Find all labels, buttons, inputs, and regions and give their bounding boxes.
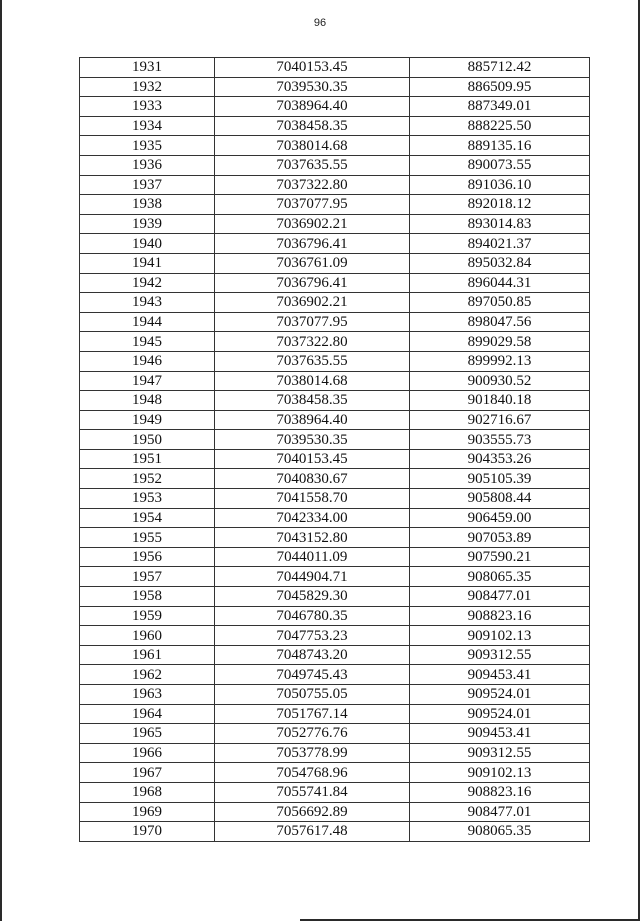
point-number-cell: 1948 (80, 391, 215, 411)
y-coordinate-cell: 893014.83 (410, 214, 590, 234)
table-row (80, 626, 590, 646)
table-row (80, 371, 590, 391)
x-coordinate-cell: 7057617.48 (215, 822, 410, 842)
y-coordinate-cell: 901840.18 (410, 391, 590, 411)
scan-border-left (0, 0, 2, 921)
point-number-cell: 1963 (80, 685, 215, 705)
point-number-cell: 1942 (80, 273, 215, 293)
y-coordinate-cell: 894021.37 (410, 234, 590, 254)
x-coordinate-cell: 7043152.80 (215, 528, 410, 548)
point-number-cell: 1952 (80, 469, 215, 489)
table-row (80, 469, 590, 489)
table-row (80, 802, 590, 822)
table-row (80, 391, 590, 411)
point-number-cell: 1950 (80, 430, 215, 450)
coordinate-table-body (80, 58, 590, 842)
y-coordinate-cell: 908477.01 (410, 802, 590, 822)
point-number-cell: 1964 (80, 704, 215, 724)
x-coordinate-cell: 7036761.09 (215, 253, 410, 273)
table-row (80, 273, 590, 293)
y-coordinate-cell: 909453.41 (410, 665, 590, 685)
x-coordinate-cell: 7053778.99 (215, 743, 410, 763)
y-coordinate-cell: 908065.35 (410, 822, 590, 842)
y-coordinate-cell: 909102.13 (410, 626, 590, 646)
x-coordinate-cell: 7044011.09 (215, 547, 410, 567)
point-number-cell: 1932 (80, 77, 215, 97)
y-coordinate-cell: 900930.52 (410, 371, 590, 391)
y-coordinate-cell: 885712.42 (410, 58, 590, 78)
table-row (80, 77, 590, 97)
x-coordinate-cell: 7052776.76 (215, 724, 410, 744)
table-row (80, 704, 590, 724)
point-number-cell: 1962 (80, 665, 215, 685)
y-coordinate-cell: 906459.00 (410, 508, 590, 528)
point-number-cell: 1947 (80, 371, 215, 391)
x-coordinate-cell: 7036796.41 (215, 234, 410, 254)
x-coordinate-cell: 7042334.00 (215, 508, 410, 528)
table-row (80, 822, 590, 842)
y-coordinate-cell: 891036.10 (410, 175, 590, 195)
table-row (80, 724, 590, 744)
x-coordinate-cell: 7039530.35 (215, 77, 410, 97)
table-row (80, 58, 590, 78)
table-row (80, 234, 590, 254)
x-coordinate-cell: 7038964.40 (215, 97, 410, 117)
table-row (80, 508, 590, 528)
x-coordinate-cell: 7037322.80 (215, 332, 410, 352)
x-coordinate-cell: 7037635.55 (215, 155, 410, 175)
y-coordinate-cell: 908823.16 (410, 606, 590, 626)
y-coordinate-cell: 908823.16 (410, 782, 590, 802)
table-row (80, 155, 590, 175)
x-coordinate-cell: 7039530.35 (215, 430, 410, 450)
table-row (80, 332, 590, 352)
point-number-cell: 1935 (80, 136, 215, 156)
table-row (80, 743, 590, 763)
point-number-cell: 1968 (80, 782, 215, 802)
table-row (80, 763, 590, 783)
y-coordinate-cell: 902716.67 (410, 410, 590, 430)
point-number-cell: 1946 (80, 351, 215, 371)
x-coordinate-cell: 7054768.96 (215, 763, 410, 783)
y-coordinate-cell: 890073.55 (410, 155, 590, 175)
point-number-cell: 1957 (80, 567, 215, 587)
x-coordinate-cell: 7036902.21 (215, 214, 410, 234)
point-number-cell: 1943 (80, 293, 215, 313)
point-number-cell: 1970 (80, 822, 215, 842)
table-row (80, 606, 590, 626)
point-number-cell: 1958 (80, 587, 215, 607)
table-row (80, 449, 590, 469)
point-number-cell: 1966 (80, 743, 215, 763)
y-coordinate-cell: 895032.84 (410, 253, 590, 273)
y-coordinate-cell: 909312.55 (410, 743, 590, 763)
y-coordinate-cell: 896044.31 (410, 273, 590, 293)
table-row (80, 547, 590, 567)
table-row (80, 195, 590, 215)
point-number-cell: 1938 (80, 195, 215, 215)
y-coordinate-cell: 887349.01 (410, 97, 590, 117)
y-coordinate-cell: 908477.01 (410, 587, 590, 607)
x-coordinate-cell: 7038964.40 (215, 410, 410, 430)
table-row (80, 587, 590, 607)
point-number-cell: 1936 (80, 155, 215, 175)
point-number-cell: 1961 (80, 645, 215, 665)
x-coordinate-cell: 7036902.21 (215, 293, 410, 313)
x-coordinate-cell: 7038458.35 (215, 391, 410, 411)
point-number-cell: 1937 (80, 175, 215, 195)
x-coordinate-cell: 7048743.20 (215, 645, 410, 665)
point-number-cell: 1967 (80, 763, 215, 783)
y-coordinate-cell: 907053.89 (410, 528, 590, 548)
point-number-cell: 1956 (80, 547, 215, 567)
point-number-cell: 1960 (80, 626, 215, 646)
table-row (80, 410, 590, 430)
x-coordinate-cell: 7036796.41 (215, 273, 410, 293)
table-row (80, 351, 590, 371)
table-row (80, 685, 590, 705)
table-row (80, 136, 590, 156)
coordinate-table (79, 57, 590, 842)
x-coordinate-cell: 7045829.30 (215, 587, 410, 607)
table-row (80, 528, 590, 548)
point-number-cell: 1954 (80, 508, 215, 528)
y-coordinate-cell: 886509.95 (410, 77, 590, 97)
y-coordinate-cell: 888225.50 (410, 116, 590, 136)
x-coordinate-cell: 7037322.80 (215, 175, 410, 195)
y-coordinate-cell: 905105.39 (410, 469, 590, 489)
y-coordinate-cell: 909312.55 (410, 645, 590, 665)
table-row (80, 782, 590, 802)
table-row (80, 430, 590, 450)
y-coordinate-cell: 907590.21 (410, 547, 590, 567)
table-row (80, 312, 590, 332)
point-number-cell: 1951 (80, 449, 215, 469)
point-number-cell: 1940 (80, 234, 215, 254)
y-coordinate-cell: 899029.58 (410, 332, 590, 352)
y-coordinate-cell: 899992.13 (410, 351, 590, 371)
x-coordinate-cell: 7037635.55 (215, 351, 410, 371)
x-coordinate-cell: 7038458.35 (215, 116, 410, 136)
x-coordinate-cell: 7040153.45 (215, 449, 410, 469)
page-number: 96 (313, 17, 327, 29)
y-coordinate-cell: 889135.16 (410, 136, 590, 156)
x-coordinate-cell: 7056692.89 (215, 802, 410, 822)
x-coordinate-cell: 7044904.71 (215, 567, 410, 587)
y-coordinate-cell: 909453.41 (410, 724, 590, 744)
y-coordinate-cell: 909524.01 (410, 704, 590, 724)
point-number-cell: 1959 (80, 606, 215, 626)
x-coordinate-cell: 7041558.70 (215, 489, 410, 509)
table-row (80, 645, 590, 665)
point-number-cell: 1955 (80, 528, 215, 548)
table-row (80, 175, 590, 195)
x-coordinate-cell: 7047753.23 (215, 626, 410, 646)
table-row (80, 293, 590, 313)
y-coordinate-cell: 908065.35 (410, 567, 590, 587)
table-row (80, 665, 590, 685)
y-coordinate-cell: 898047.56 (410, 312, 590, 332)
y-coordinate-cell: 909524.01 (410, 685, 590, 705)
table-row (80, 214, 590, 234)
x-coordinate-cell: 7040830.67 (215, 469, 410, 489)
table-row (80, 97, 590, 117)
point-number-cell: 1949 (80, 410, 215, 430)
table-row (80, 567, 590, 587)
point-number-cell: 1941 (80, 253, 215, 273)
x-coordinate-cell: 7050755.05 (215, 685, 410, 705)
point-number-cell: 1945 (80, 332, 215, 352)
x-coordinate-cell: 7051767.14 (215, 704, 410, 724)
x-coordinate-cell: 7038014.68 (215, 136, 410, 156)
x-coordinate-cell: 7046780.35 (215, 606, 410, 626)
x-coordinate-cell: 7037077.95 (215, 312, 410, 332)
point-number-cell: 1944 (80, 312, 215, 332)
point-number-cell: 1969 (80, 802, 215, 822)
y-coordinate-cell: 905808.44 (410, 489, 590, 509)
table-row (80, 489, 590, 509)
point-number-cell: 1934 (80, 116, 215, 136)
table-row (80, 253, 590, 273)
point-number-cell: 1953 (80, 489, 215, 509)
y-coordinate-cell: 909102.13 (410, 763, 590, 783)
point-number-cell: 1933 (80, 97, 215, 117)
y-coordinate-cell: 892018.12 (410, 195, 590, 215)
table-row (80, 116, 590, 136)
y-coordinate-cell: 903555.73 (410, 430, 590, 450)
point-number-cell: 1939 (80, 214, 215, 234)
point-number-cell: 1965 (80, 724, 215, 744)
y-coordinate-cell: 897050.85 (410, 293, 590, 313)
x-coordinate-cell: 7055741.84 (215, 782, 410, 802)
point-number-cell: 1931 (80, 58, 215, 78)
x-coordinate-cell: 7038014.68 (215, 371, 410, 391)
x-coordinate-cell: 7037077.95 (215, 195, 410, 215)
y-coordinate-cell: 904353.26 (410, 449, 590, 469)
x-coordinate-cell: 7049745.43 (215, 665, 410, 685)
x-coordinate-cell: 7040153.45 (215, 58, 410, 78)
